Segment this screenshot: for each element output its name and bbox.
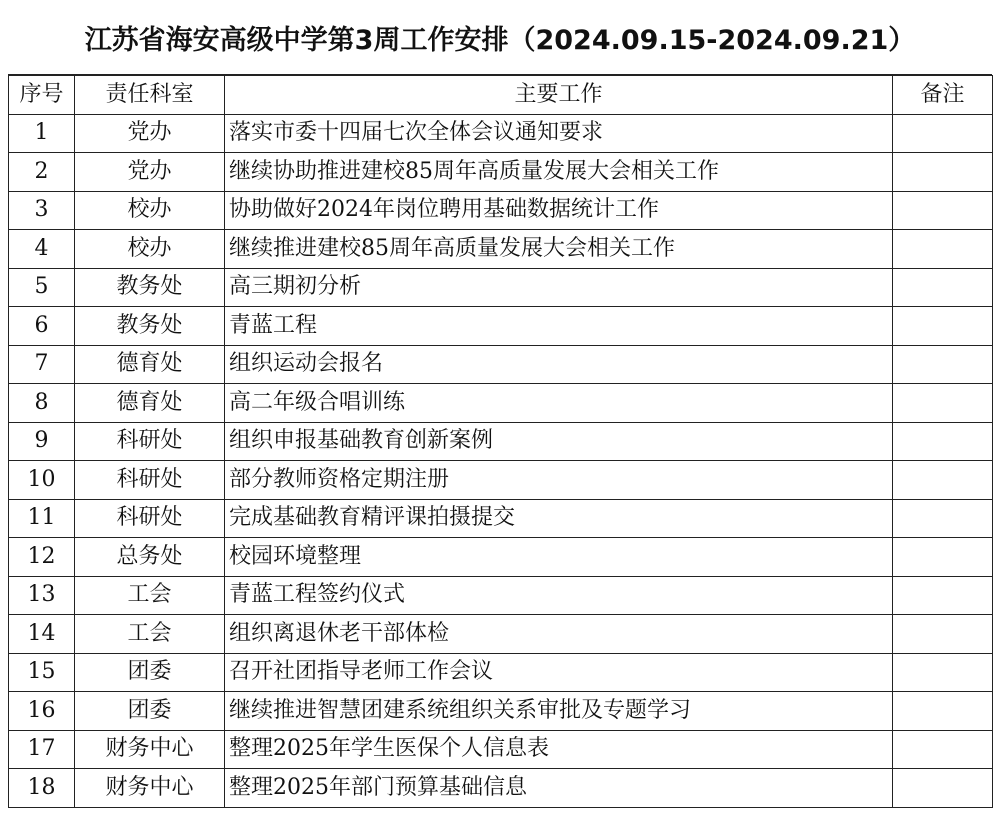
row-number: 17	[9, 730, 75, 769]
table-header-row	[9, 76, 993, 115]
row-number: 18	[9, 769, 75, 808]
table-row	[9, 461, 993, 500]
row-dept: 党办	[75, 153, 225, 192]
row-number: 8	[9, 384, 75, 423]
row-remark	[893, 268, 993, 307]
row-work: 高三期初分析	[225, 268, 893, 307]
row-number: 15	[9, 653, 75, 692]
row-remark	[893, 653, 993, 692]
row-work: 高二年级合唱训练	[225, 384, 893, 423]
row-number: 16	[9, 692, 75, 731]
row-number: 13	[9, 576, 75, 615]
row-work: 继续推进智慧团建系统组织关系审批及专题学习	[225, 692, 893, 731]
table-row	[9, 422, 993, 461]
row-remark	[893, 345, 993, 384]
row-work: 组织运动会报名	[225, 345, 893, 384]
table-row	[9, 153, 993, 192]
row-dept: 德育处	[75, 384, 225, 423]
row-work: 整理2025年学生医保个人信息表	[225, 730, 893, 769]
table-row	[9, 615, 993, 654]
table-row	[9, 769, 993, 808]
row-work: 完成基础教育精评课拍摄提交	[225, 499, 893, 538]
row-number: 12	[9, 538, 75, 577]
row-dept: 团委	[75, 692, 225, 731]
table-row	[9, 307, 993, 346]
row-dept: 工会	[75, 576, 225, 615]
row-number: 14	[9, 615, 75, 654]
row-dept: 团委	[75, 653, 225, 692]
table-row	[9, 538, 993, 577]
row-number: 11	[9, 499, 75, 538]
row-number: 6	[9, 307, 75, 346]
row-remark	[893, 114, 993, 153]
table-row	[9, 692, 993, 731]
row-number: 7	[9, 345, 75, 384]
row-dept: 财务中心	[75, 769, 225, 808]
row-work: 部分教师资格定期注册	[225, 461, 893, 500]
header-no: 序号	[9, 76, 75, 115]
row-number: 5	[9, 268, 75, 307]
row-remark	[893, 191, 993, 230]
table-row	[9, 576, 993, 615]
row-remark	[893, 538, 993, 577]
table-row	[9, 114, 993, 153]
table-row	[9, 730, 993, 769]
row-work: 召开社团指导老师工作会议	[225, 653, 893, 692]
row-work: 青蓝工程	[225, 307, 893, 346]
row-work: 继续推进建校85周年高质量发展大会相关工作	[225, 230, 893, 269]
table-row	[9, 230, 993, 269]
row-remark	[893, 153, 993, 192]
header-work: 主要工作	[225, 76, 893, 115]
row-number: 1	[9, 114, 75, 153]
header-dept: 责任科室	[75, 76, 225, 115]
row-remark	[893, 692, 993, 731]
row-dept: 教务处	[75, 268, 225, 307]
row-dept: 科研处	[75, 461, 225, 500]
row-work: 协助做好2024年岗位聘用基础数据统计工作	[225, 191, 893, 230]
row-remark	[893, 230, 993, 269]
row-number: 10	[9, 461, 75, 500]
table-row	[9, 499, 993, 538]
row-dept: 总务处	[75, 538, 225, 577]
row-remark	[893, 769, 993, 808]
row-number: 4	[9, 230, 75, 269]
row-number: 9	[9, 422, 75, 461]
row-number: 2	[9, 153, 75, 192]
table-row	[9, 191, 993, 230]
row-dept: 工会	[75, 615, 225, 654]
table-row	[9, 653, 993, 692]
row-work: 继续协助推进建校85周年高质量发展大会相关工作	[225, 153, 893, 192]
row-dept: 党办	[75, 114, 225, 153]
row-number: 3	[9, 191, 75, 230]
page-title: 江苏省海安高级中学第3周工作安排（2024.09.15-2024.09.21）	[8, 0, 992, 76]
row-dept: 校办	[75, 191, 225, 230]
row-work: 组织申报基础教育创新案例	[225, 422, 893, 461]
row-work: 整理2025年部门预算基础信息	[225, 769, 893, 808]
table-row	[9, 384, 993, 423]
table-row	[9, 345, 993, 384]
row-work: 校园环境整理	[225, 538, 893, 577]
row-remark	[893, 615, 993, 654]
row-remark	[893, 384, 993, 423]
row-dept: 校办	[75, 230, 225, 269]
row-dept: 科研处	[75, 499, 225, 538]
row-dept: 科研处	[75, 422, 225, 461]
row-dept: 教务处	[75, 307, 225, 346]
table-row	[9, 268, 993, 307]
row-remark	[893, 730, 993, 769]
row-remark	[893, 307, 993, 346]
row-remark	[893, 461, 993, 500]
row-work: 落实市委十四届七次全体会议通知要求	[225, 114, 893, 153]
row-dept: 财务中心	[75, 730, 225, 769]
row-work: 组织离退休老干部体检	[225, 615, 893, 654]
row-remark	[893, 422, 993, 461]
schedule-table	[8, 75, 993, 808]
row-work: 青蓝工程签约仪式	[225, 576, 893, 615]
row-remark	[893, 576, 993, 615]
row-dept: 德育处	[75, 345, 225, 384]
header-remark: 备注	[893, 76, 993, 115]
row-remark	[893, 499, 993, 538]
